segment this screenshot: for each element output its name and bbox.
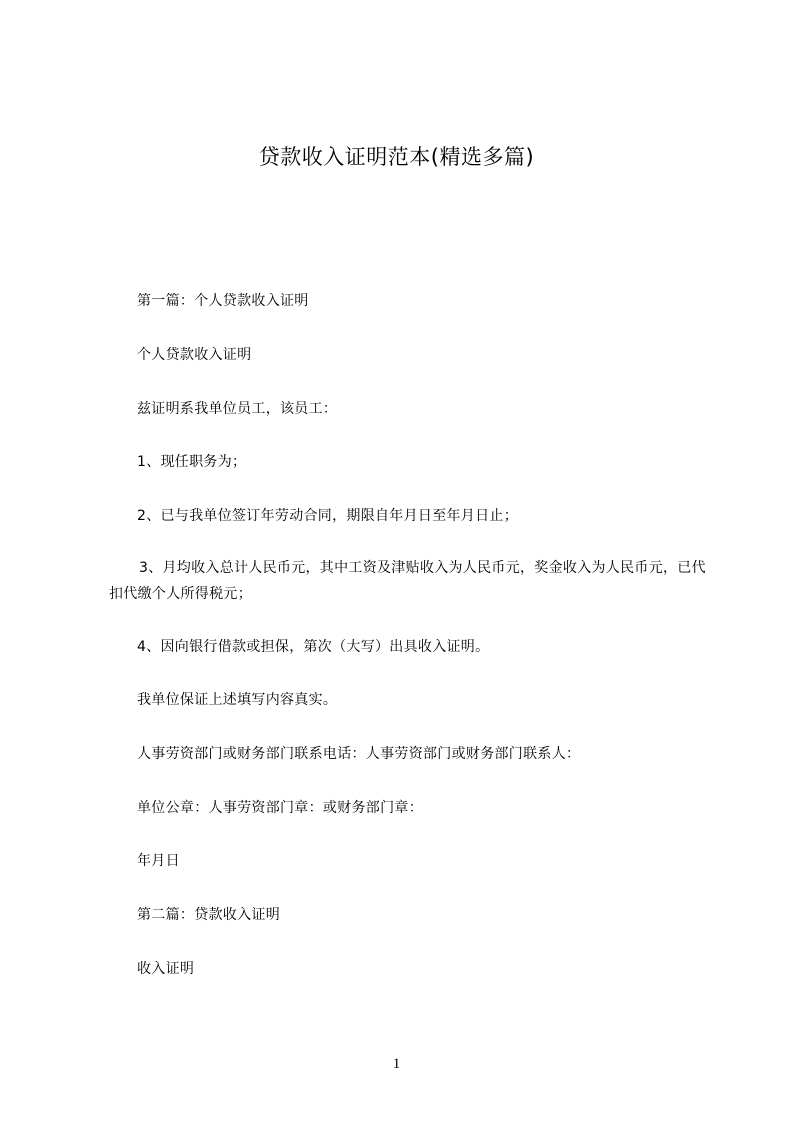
paragraph-item-3: 3、月均收入总计人民币元，其中工资及津贴收入为人民币元，奖金收入为人民币元，已代扣代缴个人所得税元； (109, 560, 706, 602)
paragraph-income-certificate: 收入证明 (137, 961, 195, 977)
page-number: 1 (392, 1056, 401, 1072)
paragraph-section-heading-1: 第一篇：个人贷款收入证明 (137, 293, 309, 309)
paragraph-employee-statement: 兹证明系我单位员工，该员工： (137, 401, 338, 417)
paragraph-item-4: 4、因向银行借款或担保，第次（大写）出具收入证明。 (137, 639, 490, 655)
paragraph-contact: 人事劳资部门或财务部门联系电话：人事劳资部门或财务部门联系人： (137, 746, 581, 762)
paragraph-item-1: 1、现任职务为； (137, 454, 247, 470)
paragraph-seals: 单位公章：人事劳资部门章：或财务部门章： (137, 800, 423, 816)
document-title: 贷款收入证明范本(精选多篇) (258, 145, 535, 169)
paragraph-certificate-heading: 个人贷款收入证明 (137, 347, 252, 363)
paragraph-date: 年月日 (137, 853, 180, 869)
paragraph-guarantee: 我单位保证上述填写内容真实。 (137, 692, 338, 708)
paragraph-section-heading-2: 第二篇：贷款收入证明 (137, 907, 280, 923)
paragraph-item-2: 2、已与我单位签订年劳动合同，期限自年月日至年月日止； (137, 508, 519, 524)
